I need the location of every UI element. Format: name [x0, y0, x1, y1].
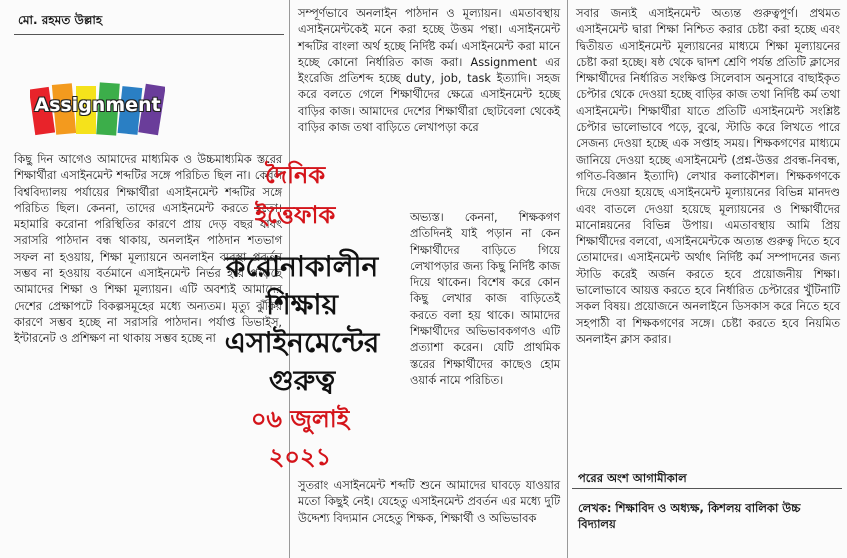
column1-paragraph: কিছু দিন আগেও আমাদের মাধ্যমিক ও উচ্চমাধ্যমিক স্তরের শিক্ষার্থীরা এসাইনমেন্ট শব্দটির সঙ্গে পরিচিত ছিল না। কেবল বিশ্ববিদ্যালয় পর্যায়ের শিক্ষার্থীরা এসাইনমেন্ট শব্দটির সঙ্গে পরিচিত ছিল। কেননা, তাদের এসাইনমেন্ট করতে হতো। মহামারি করোনা পরিস্থিতির কারণে প্রায় দেড় বছর যাবৎ সরাসরি পাঠদান বন্ধ থাকায়, অনলাইন পাঠদান শতভাগ সফল না হওয়ায়, শিক্ষা মূল্যায়নে অনলাইন ব্যবস্থা প্রবর্তন সম্ভব না হওয়ায় বর্তমানে এসাইনমেন্ট নির্ভর হয়ে পড়েছে আমাদের শিক্ষা ও শিক্ষা মূল্যায়ন। এটি অবশ্যই আমাদের দেশের প্রেক্ষাপটে বিকল্পসমূহের মধ্যে অন্যতম। মৃত্যু ঝুঁকির কারণে সম্ভব হচ্ছে না সরাসরি পাঠদান। পর্যাপ্ত ডিভাইস, ইন্টারনেট ও প্রশিক্ষণ না থাকায় সম্ভব হচ্ছে না — [14, 153, 282, 346]
author-name: মো. রহমত উল্লাহ — [18, 13, 103, 27]
column3-paragraph: সবার জন্যই এসাইনমেন্ট অত্যন্ত গুরুত্বপূর্ণ। প্রথমত এসাইনমেন্ট দ্বারা শিক্ষা নিশ্চিত করার চেষ্টা করা হচ্ছে এবং দ্বিতীয়ত এসাইনমেন্ট মূল্যায়নের মাধ্যমে শিক্ষা মূল্যায়নের চেষ্টা করা হচ্ছে। ষষ্ঠ থেকে দ্বাদশ শ্রেণি পর্যন্ত প্রতিটি ক্লাসের শিক্ষার্থীদের নির্ধারিত সংক্ষিপ্ত সিলেবাস অনুসারে বাছাইকৃত চেপ্টার থেকে দেওয়া হচ্ছে বাড়ির কাজ তথা নির্দিষ্ট কর্ম তথা এসাইনমেন্ট। শিক্ষার্থীরা যাতে প্রতিটি এসাইনমেন্ট সংশ্লিষ্ট চেপ্টার ভালোভাবে পড়ে, বুঝে, স্টাডি করে লিখতে পারে সেজন্য দেওয়া হচ্ছে এক সপ্তাহ সময়। শিক্ষকগণের মাধ্যমে জানিয়ে দেওয়া হচ্ছে এসাইনমেন্ট (প্রশ্ন-উত্তর প্রবন্ধ-নিবন্ধ, গণিত-বিজ্ঞান ইত্যাদি) লেখার কলাকৌশল। শিক্ষকগণকে দিয়ে দেওয়া হয়েছে এসাইনমেন্ট মূল্যায়নের বিভিন্ন মানদণ্ড এবং বাতলে দেওয়া হয়েছে মূল্যায়নের ও শিক্ষার্থীদের মানোন্নয়নের বিভিন্ন উপায়। এমতাবস্থায় আমি প্রিয় শিক্ষার্থীদের বলবো, এসাইনমেন্টকে অত্যন্ত গুরুত্ব দিতে হবে তোমাদের। এসাইনমেন্ট অর্থাৎ নির্দিষ্ট কর্ম সম্পাদনের জন্য স্টাডি করেই অর্জন করতে হবে প্রয়োজনীয় শিক্ষা। ভালোভাবে আয়ত্ত করতে হবে নির্ধারিত চেপ্টারের খুঁটিনাটি সকল বিষয়। প্রয়োজনে অনলাইনে ডিসকাস করে নিতে হবে সহপাঠী বা শিক্ষকগণের সঙ্গে। চেষ্টা করতে হবে নিয়মিত অনলাইন ক্লাস করার। — [576, 7, 840, 346]
date-line: ০৬ জুলাই — [250, 405, 350, 433]
column-rule — [567, 0, 568, 558]
author-underline — [14, 34, 284, 35]
writer-credit: লেখক: শিক্ষাবিদ ও অধ্যক্ষ, কিশলয় বালিকা উচ্চ বিদ্যালয় — [578, 501, 801, 531]
next-part-notice: পরের অংশ আগামীকাল — [578, 471, 687, 485]
headline-line: গুরুত্ব — [268, 364, 336, 397]
headline-line: শিক্ষায় — [266, 288, 338, 321]
publication-date — [225, 400, 375, 476]
column2-top-paragraph: সম্পূর্ণভাবে অনলাইন পাঠদান ও মূল্যায়ন। এমতাবস্থায় এসাইনমেন্টকেই মনে করা হচ্ছে উত্তম পন্থা। এসাইনমেন্ট শব্দটির বাংলা অর্থ হচ্ছে নির্দিষ্ট কর্ম। এসাইনমেন্ট করা মানে হচ্ছে কোনো নির্ধারিত কাজ করা। Assignment এর ইংরেজি প্রতিশব্দ হচ্ছে duty, job, task ইত্যাদি। সহজ করে বলতে গেলে শিক্ষার্থীদের ক্ষেত্রে এসাইনমেন্ট হচ্ছে বাড়ির কাজ। আমাদের দেশের শিক্ষার্থীরা ছোটবেলা থেকেই বাড়ির কাজ তথা বাড়িতে লেখাপড়া করে — [298, 7, 560, 135]
newspaper-name: দৈনিক ইত্তেফাক — [254, 161, 336, 229]
column2-right-paragraph: অভ্যস্ত। কেননা, শিক্ষকগণ প্রতিদিনই যাই পড়ান না কেন শিক্ষার্থীদের বাড়িতে গিয়ে লেখাপড়ার জন্য কিছু নির্দিষ্ট কাজ দিয়ে থাকেন। বিশেষ করে কোন কিছু লেখার কাজ বাড়িতেই করতে বলা হয় থাকে। আমাদের শিক্ষার্থীদের অভিভাবকগণও এটি প্রত্যাশা করেন। যেটি প্রাথমিক স্তরের শিক্ষার্থীদের কাছেও হোম ওয়ার্ক নামে পরিচিত। — [410, 211, 560, 387]
date-line: ২০২১ — [268, 443, 332, 471]
headline-line: করোনাকালীন — [225, 250, 379, 283]
logo-text: Assignment — [34, 94, 161, 116]
headline-line: এসাইনমেন্টের — [224, 326, 380, 359]
writer-divider — [572, 488, 842, 489]
headline — [197, 248, 407, 400]
column2-bottom-paragraph: সুতরাং এসাইনমেন্ট শব্দটি শুনে আমাদের ঘাবড়ে যাওয়ার মতো কিছুই নেই। যেহেতু এসাইনমেন্ট প্রবর্তন এর মধ্যে দুটি উদ্দেশ্য বিদ্যমান সেহেতু শিক্ষক, শিক্ষার্থী ও অভিভাবক — [298, 479, 560, 525]
assignment-logo — [30, 80, 165, 140]
